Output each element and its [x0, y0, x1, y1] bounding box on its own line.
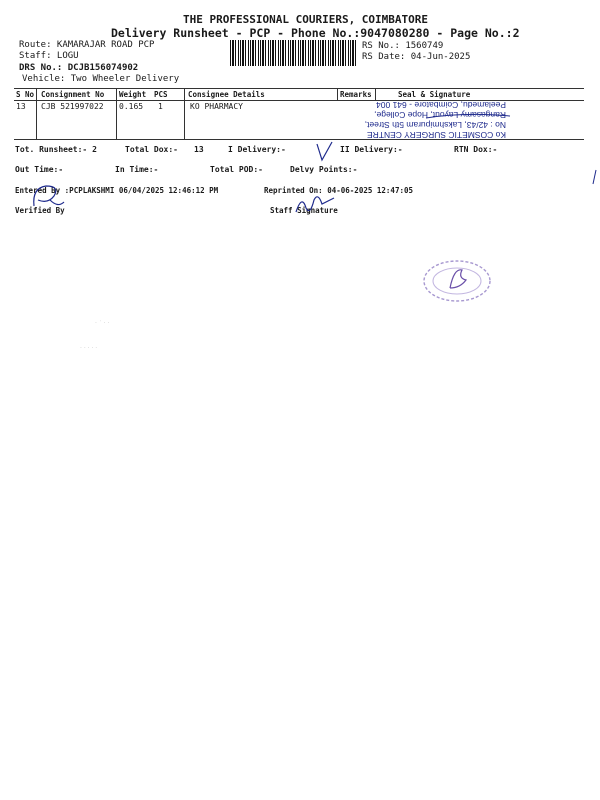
table-divider	[116, 88, 117, 139]
col-header-remarks: Remarks	[340, 90, 372, 99]
staff-label: Staff: LOGU	[19, 51, 79, 61]
rtn-dox: RTN Dox:-	[454, 145, 498, 154]
entered-by: Entered By :PCPLAKSHMI 06/04/2025 12:46:12 PM	[15, 186, 219, 195]
scan-noise: · · · · ·	[80, 345, 98, 352]
cell-weight: 0.165	[119, 102, 144, 111]
delvy-points: Delvy Points:-	[290, 165, 358, 174]
drs-number: DRS No.: DCJB156074902	[19, 63, 139, 73]
pen-tick-mark	[590, 168, 600, 186]
runsheet-subtitle: Delivery Runsheet - PCP - Phone No.:9047080280 - Page No.:2	[111, 26, 520, 40]
cell-consignee: KO PHARMACY	[190, 102, 243, 111]
rs-number: RS No.: 1560749	[362, 41, 444, 51]
cell-pcs: 1	[158, 102, 163, 111]
col-header-pcs: PCS	[154, 90, 168, 99]
col-header-seal: Seal & Signature	[398, 90, 471, 99]
ii-delivery: II Delivery:-	[340, 145, 403, 154]
address-line: Ko COSMETIC SURGERY CENTRE	[366, 130, 506, 140]
route-label: Route: KAMARAJAR ROAD PCP	[19, 40, 155, 50]
address-line: No : 42/43, Lakshmipuram 5th Street,	[364, 120, 506, 130]
total-pod: Total POD:-	[210, 165, 263, 174]
verifier-signature	[30, 182, 66, 212]
col-header-consignment: Consignment No	[41, 90, 105, 99]
pen-check-mark	[314, 140, 336, 164]
rs-date: RS Date: 04-Jun-2025	[362, 52, 471, 62]
scan-noise: · ˙ · ·	[95, 320, 110, 327]
staff-signature-label: Staff Signature	[270, 206, 338, 215]
company-title: THE PROFESSIONAL COURIERS, COIMBATORE	[183, 13, 429, 26]
out-time: Out Time:-	[15, 165, 64, 174]
i-delivery: I Delivery:-	[228, 145, 286, 154]
barcode-image	[230, 40, 356, 66]
address-line: Peelamedu, Coimbatore - 641 004	[376, 100, 506, 110]
pen-underline	[424, 110, 514, 124]
reprinted-on: Reprinted On: 04-06-2025 12:47:05	[264, 186, 414, 195]
staff-signature	[292, 190, 338, 218]
table-divider	[337, 88, 338, 100]
table-top-rule	[14, 88, 584, 89]
vehicle-label: Vehicle: Two Wheeler Delivery	[22, 74, 180, 84]
total-dox-value: 13	[194, 145, 204, 154]
cell-consignment: CJB 521997022	[41, 102, 104, 111]
col-header-weight: Weight	[119, 90, 147, 99]
cell-sno: 13	[16, 102, 26, 111]
tot-runsheet: Tot. Runsheet:- 2	[15, 145, 97, 154]
col-header-sno: S No	[16, 90, 35, 99]
round-stamp	[420, 258, 494, 304]
address-line: Rangasamy Layout, Hope College,	[374, 110, 506, 120]
in-time: In Time:-	[115, 165, 159, 174]
total-dox-label: Total Dox:-	[125, 145, 178, 154]
col-header-consignee: Consignee Details	[188, 90, 265, 99]
table-divider	[375, 88, 376, 100]
table-divider	[36, 88, 37, 139]
verified-by: Verified By	[15, 206, 65, 215]
table-divider	[184, 88, 185, 139]
